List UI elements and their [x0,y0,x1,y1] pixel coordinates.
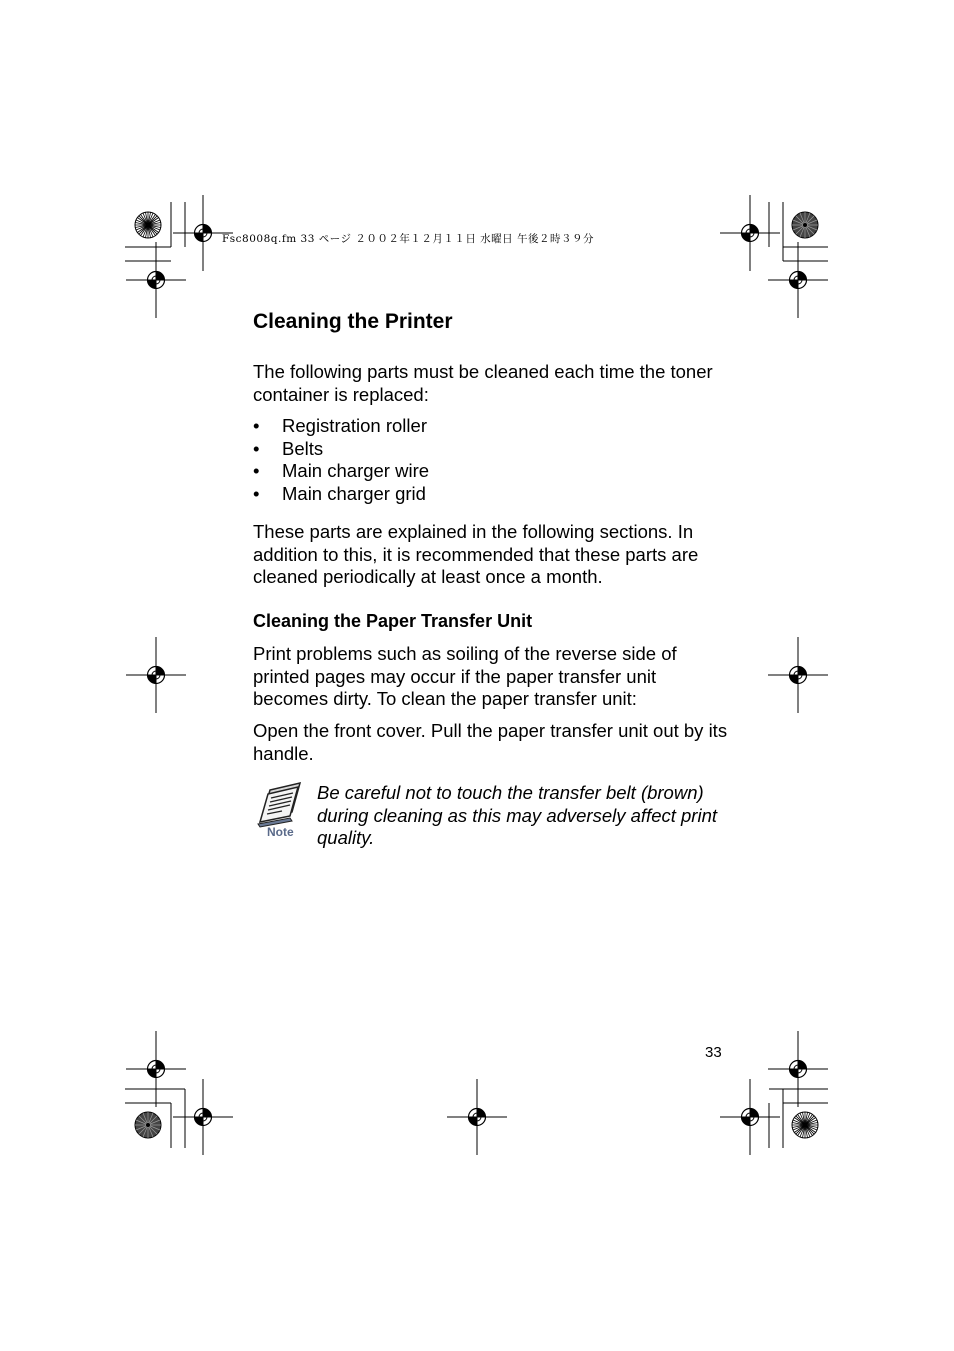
explanation-paragraph: These parts are explained in the following sections. In addition to this, it is recommended that these parts are cleaned periodically at least once a month. [253,521,699,587]
list-item: • Belts [253,438,429,461]
list-item: • Registration roller [253,415,429,438]
page-title: Cleaning the Printer [253,310,453,333]
list-item: • Main charger wire [253,460,429,483]
note-text: Be careful not to touch the transfer belt (brown) during cleaning as this may adversely affect print quality. [317,782,718,848]
section-paragraph-2: Open the front cover. Pull the paper transfer unit out by its handle. [253,720,728,764]
file-slug: Fsc8008q.fm 33 ページ ２００２年１２月１１日 水曜日 午後２時３９分 [222,233,595,245]
note-label: Note [267,825,294,839]
intro-paragraph: The following parts must be cleaned each time the toner container is replaced: [253,361,713,405]
list-item: • Main charger grid [253,483,429,506]
page-number: 33 [705,1044,722,1061]
parts-list [253,415,429,505]
section-title: Cleaning the Paper Transfer Unit [253,611,533,631]
section-paragraph-1: Print problems such as soiling of the reverse side of printed pages may occur if the paper transfer unit becomes dirty. To clean the paper transfer unit: [253,643,677,709]
